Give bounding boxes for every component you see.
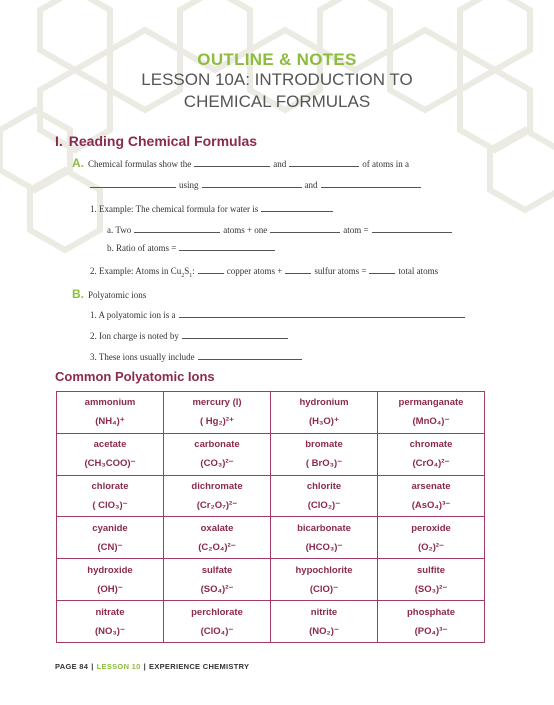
lesson-title-line2: CHEMICAL FORMULAS <box>183 92 371 111</box>
subscript: 2 <box>181 272 185 279</box>
ion-name: sulfite <box>417 564 445 576</box>
ion-formula: (C₂O₄)²⁻ <box>198 541 236 553</box>
answer-blank[interactable] <box>261 203 333 212</box>
ion-cell <box>164 433 271 475</box>
answer-blank[interactable] <box>321 179 421 188</box>
ion-name: arsenate <box>411 481 451 493</box>
ion-cell <box>378 392 485 434</box>
answer-blank[interactable] <box>182 330 288 339</box>
outline-notes-kicker: OUTLINE & NOTES <box>197 50 357 69</box>
text: copper atoms + <box>226 266 283 276</box>
ion-cell <box>271 601 378 643</box>
ion-formula: (ClO₂)⁻ <box>307 500 341 512</box>
ion-table-row <box>57 475 485 517</box>
ion-name: bicarbonate <box>297 522 351 534</box>
ion-name: hydroxide <box>87 564 133 576</box>
ion-cell <box>57 475 164 517</box>
ion-formula: (MnO₄)⁻ <box>412 416 450 428</box>
answer-blank[interactable] <box>198 265 224 274</box>
text: 2. Example: Atoms in Cu <box>90 266 182 276</box>
answer-blank[interactable] <box>194 158 270 167</box>
ion-name: mercury (I) <box>192 397 242 409</box>
section-number: I. <box>55 133 63 149</box>
text: total atoms <box>398 266 439 276</box>
answer-blank[interactable] <box>285 265 311 274</box>
ion-name: phosphate <box>406 606 456 618</box>
ion-name: sulfate <box>201 564 233 576</box>
text: S <box>184 266 190 276</box>
text: : <box>192 266 195 276</box>
point-a-item1 <box>90 203 336 214</box>
ion-formula: (CN)⁻ <box>97 541 123 553</box>
ion-cell <box>378 517 485 559</box>
ion-formula: (CrO₄)²⁻ <box>412 458 450 470</box>
page-footer <box>55 662 249 671</box>
ion-formula: (SO₄)²⁻ <box>200 583 234 595</box>
answer-blank[interactable] <box>90 179 176 188</box>
ion-formula: (NH₄)⁺ <box>95 416 125 428</box>
ion-name: perchlorate <box>191 606 243 618</box>
text: 1. Example: The chemical formula for water is <box>90 204 259 214</box>
ion-cell <box>164 475 271 517</box>
ion-name: carbonate <box>194 439 240 451</box>
ion-table-row <box>57 517 485 559</box>
ion-cell <box>164 392 271 434</box>
ion-cell <box>57 517 164 559</box>
ion-name: chlorite <box>306 481 342 493</box>
ion-table-row <box>57 559 485 601</box>
ion-name: dichromate <box>191 481 243 493</box>
text: and <box>273 159 287 169</box>
ion-cell <box>271 517 378 559</box>
point-b-item2 <box>90 330 291 341</box>
ion-name: hydronium <box>299 397 349 409</box>
point-a-item1a <box>107 224 455 235</box>
point-a-line2 <box>90 179 424 190</box>
answer-blank[interactable] <box>179 309 465 318</box>
ion-name: hypochlorite <box>295 564 353 576</box>
page-number: PAGE 84 <box>55 662 89 671</box>
point-a-item1b <box>107 242 278 253</box>
ion-cell <box>57 559 164 601</box>
footer-lesson: LESSON 10 <box>96 662 141 671</box>
answer-blank[interactable] <box>369 265 395 274</box>
ion-formula: (SO₃)²⁻ <box>414 583 448 595</box>
answer-blank[interactable] <box>198 351 302 360</box>
ion-table-row <box>57 601 485 643</box>
ion-cell <box>271 475 378 517</box>
text: Chemical formulas show the <box>88 159 192 169</box>
ion-cell <box>378 475 485 517</box>
ion-formula: (OH)⁻ <box>97 583 123 595</box>
text: using <box>179 180 199 190</box>
answer-blank[interactable] <box>289 158 359 167</box>
ion-table-row <box>57 433 485 475</box>
ion-formula: (Cr₂O₇)²⁻ <box>196 500 238 512</box>
answer-blank[interactable] <box>179 242 275 251</box>
lesson-title-line1: LESSON 10A: INTRODUCTION TO <box>141 70 413 89</box>
polyatomic-ions-table <box>56 391 485 643</box>
ion-cell <box>378 601 485 643</box>
ion-name: cyanide <box>92 522 128 534</box>
ion-cell <box>271 559 378 601</box>
ion-table-row <box>57 392 485 434</box>
section-heading <box>55 133 257 149</box>
point-b-heading <box>72 287 146 301</box>
ion-formula: (ClO)⁻ <box>309 583 339 595</box>
ion-cell <box>378 559 485 601</box>
ion-name: oxalate <box>200 522 234 534</box>
point-a-item2 <box>90 265 438 279</box>
text: of atoms in a <box>362 159 409 169</box>
text: 1. A polyatomic ion is a <box>90 310 176 320</box>
point-a-letter: A. <box>72 156 84 170</box>
ion-cell <box>57 392 164 434</box>
ion-cell <box>271 433 378 475</box>
answer-blank[interactable] <box>372 224 452 233</box>
ion-name: nitrite <box>310 606 338 618</box>
ion-formula: (ClO₄)⁻ <box>200 625 234 637</box>
answer-blank[interactable] <box>134 224 220 233</box>
ion-formula: (NO₂)⁻ <box>309 625 339 637</box>
text: sulfur atoms = <box>314 266 367 276</box>
ion-cell <box>57 601 164 643</box>
answer-blank[interactable] <box>270 224 340 233</box>
point-b-item3 <box>90 351 305 362</box>
polyatomic-ions-title: Common Polyatomic Ions <box>55 369 215 384</box>
ion-name: chromate <box>409 439 453 451</box>
answer-blank[interactable] <box>202 179 302 188</box>
text: a. Two <box>107 225 132 235</box>
ion-name: chlorate <box>91 481 129 493</box>
text: b. Ratio of atoms = <box>107 243 177 253</box>
ion-formula: (H₃O)⁺ <box>309 416 339 428</box>
footer-book-title: EXPERIENCE CHEMISTRY <box>149 662 250 671</box>
ion-formula: (PO₄)³⁻ <box>414 625 448 637</box>
subscript: 1 <box>189 272 193 279</box>
text: Polyatomic ions <box>88 290 147 300</box>
ion-formula: ( Hg₂)²⁺ <box>199 416 235 428</box>
section-title: Reading Chemical Formulas <box>68 133 258 149</box>
text: 2. Ion charge is noted by <box>90 331 179 341</box>
ion-name: ammonium <box>84 397 136 409</box>
ion-formula: (AsO₄)³⁻ <box>411 500 451 512</box>
ion-name: acetate <box>93 439 127 451</box>
ion-name: bromate <box>305 439 343 451</box>
ion-cell <box>164 601 271 643</box>
ion-formula: (CO₃)²⁻ <box>200 458 234 470</box>
ion-formula: (O₂)²⁻ <box>417 541 445 553</box>
text: atoms + one <box>223 225 268 235</box>
ion-formula: ( ClO₃)⁻ <box>92 500 128 512</box>
ion-name: nitrate <box>95 606 125 618</box>
separator: | <box>91 662 94 671</box>
ion-cell <box>164 517 271 559</box>
ion-name: permanganate <box>398 397 464 409</box>
separator: | <box>143 662 147 671</box>
ion-cell <box>271 392 378 434</box>
point-b-letter: B. <box>72 287 84 301</box>
text: atom = <box>343 225 369 235</box>
text: and <box>304 180 318 190</box>
point-a-line1 <box>72 156 409 170</box>
ion-cell <box>164 559 271 601</box>
ion-formula: (HCO₃)⁻ <box>305 541 343 553</box>
ion-name: peroxide <box>411 522 451 534</box>
ion-formula: (NO₃)⁻ <box>95 625 125 637</box>
ion-cell <box>378 433 485 475</box>
text: 3. These ions usually include <box>90 352 195 362</box>
ion-formula: (CH₃COO)⁻ <box>84 458 136 470</box>
ion-cell <box>57 433 164 475</box>
point-b-item1 <box>90 309 468 320</box>
ion-formula: ( BrO₃)⁻ <box>305 458 343 470</box>
